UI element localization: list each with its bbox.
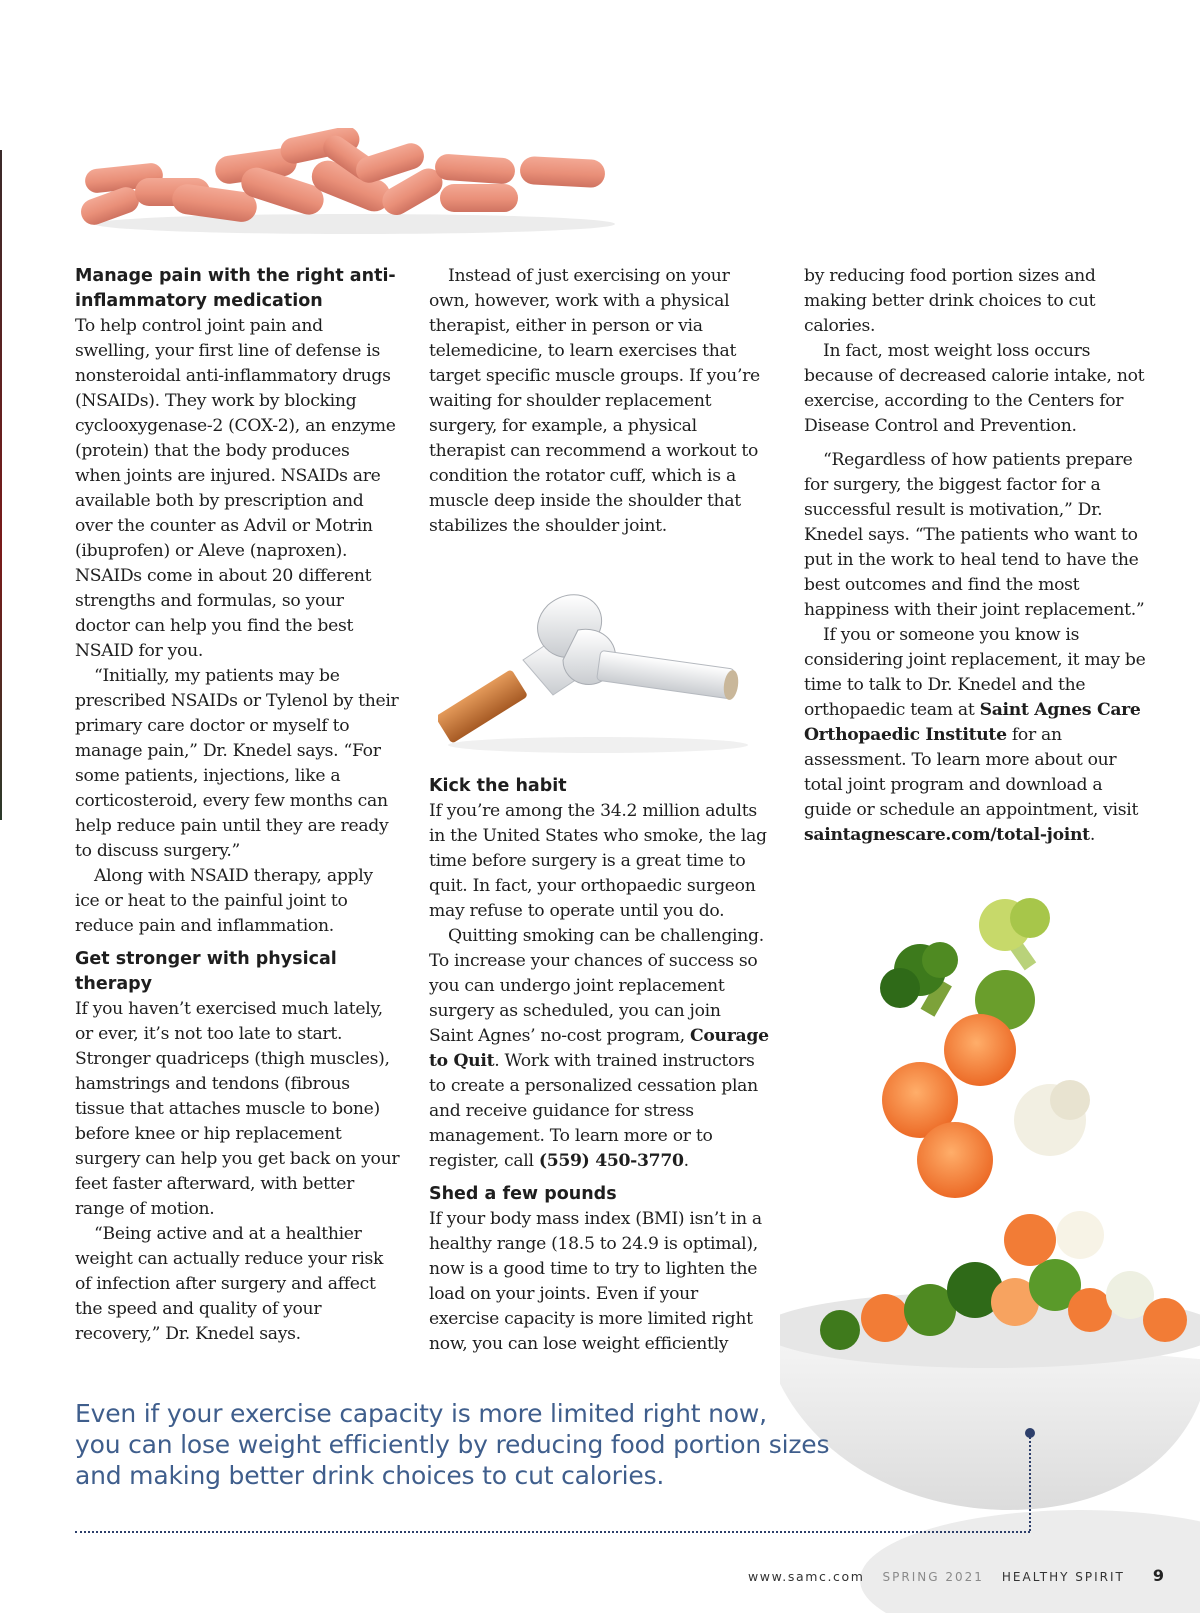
column-right <box>804 264 1149 848</box>
text-contact-mid: for an assessment. To learn more about our total joint program and download a guide or schedule an appointment, visit <box>804 725 1139 820</box>
paragraph-motivation: “Regardless of how patients prepare for surgery, the biggest factor for a successful result is motivation,” Dr. Knedel says. “The patients who want to put in the work to heal tend to have the best outcomes and find the most happiness with their joint replacement.” <box>804 450 1145 620</box>
heading-physical-therapy: Get stronger with physical therapy <box>75 949 337 994</box>
dotted-rule-vertical <box>1029 1434 1031 1531</box>
paragraph-nsaids: To help control joint pain and swelling, your first line of defense is nonsteroidal anti-inflammatory drugs (NSAIDs). They work by blocking cyclooxygenase-2 (COX-2), an enzyme (protein) that the body produces when joints are injured. NSAIDs are available both by prescription and over the counter as Advil or Motrin (ibuprofen) or Aleve (naproxen). NSAIDs come in about 20 different strengths and formulas, so your doctor can help you find the best NSAID for you. <box>75 316 396 661</box>
page-number: 9 <box>1152 1566 1164 1585</box>
tied-cigarette-image <box>438 585 758 760</box>
text-quitting-mid: . Work with trained instructors to create a personalized cessation plan and receive guidance for stress management. To learn more or to register, call <box>429 1051 758 1171</box>
program-name: Courage to Quit <box>429 1026 769 1071</box>
paragraph-contact <box>804 623 1149 848</box>
paragraph-bmi: If your body mass index (BMI) isn’t in a healthy range (18.5 to 24.9 is optimal), now is a good time to try to lighten the load on your joints. Even if your exercise capacity is more limited right now, you can lose weight efficiently <box>429 1209 762 1354</box>
heading-kick-habit: Kick the habit <box>429 776 567 796</box>
paragraph-being-active: “Being active and at a healthier weight can actually reduce your risk of infection after surgery and affect the speed and quality of your recovery,” Dr. Knedel says. <box>75 1224 384 1344</box>
paragraph-calorie-intake: In fact, most weight loss occurs because of decreased calorie intake, not exercise, according to the Centers for Disease Control and Prevention. <box>804 341 1145 436</box>
paragraph-quitting <box>429 924 769 1174</box>
phone-number: (559) 450-3770 <box>538 1151 684 1171</box>
pills-image <box>80 128 625 238</box>
column-middle-lower <box>429 774 769 1357</box>
page-edge-strip <box>0 150 2 820</box>
paragraph-portion-sizes: by reducing food portion sizes and making better drink choices to cut calories. <box>804 266 1096 336</box>
text-quitting-end: . <box>683 1151 689 1171</box>
paragraph-physical-therapist: Instead of just exercising on your own, however, work with a physical therapist, either in person or via telemedicine, to learn exercises that target specific muscle groups. If you’re waiting for shoulder replacement surgery, for example, a physical therapist can recommend a workout to condition the rotator cuff, which is a muscle deep inside the shoulder that stabilizes the shoulder joint. <box>429 266 760 536</box>
pull-quote <box>75 1398 855 1491</box>
heading-manage-pain: Manage pain with the right anti-inflammatory medication <box>75 266 396 311</box>
pull-quote-line-1: Even if your exercise capacity is more limited right now, <box>75 1399 767 1428</box>
pull-quote-line-3: and making better drink choices to cut calories. <box>75 1461 665 1490</box>
column-middle <box>429 264 769 539</box>
vegetable-bowl-image <box>780 890 1200 1613</box>
paragraph-exercise: If you haven’t exercised much lately, or ever, it’s not too late to start. Stronger quadriceps (thigh muscles), hamstrings and tendons (fibrous tissue that attaches muscle to bone) before knee or hip replacement surgery can help you get back on your feet faster afterward, with better range of motion. <box>75 999 400 1219</box>
website-link[interactable]: saintagnescare.com/total-joint <box>804 825 1090 845</box>
footer-website[interactable]: www.samc.com <box>747 1569 865 1584</box>
pull-quote-line-2: you can lose weight efficiently by reducing food portion sizes <box>75 1430 830 1459</box>
footer-season: SPRING 2021 <box>882 1570 984 1584</box>
heading-shed-pounds: Shed a few pounds <box>429 1184 617 1204</box>
footer-magazine: HEALTHY SPIRIT <box>1001 1570 1125 1584</box>
institute-name: Saint Agnes Care Orthopaedic Institute <box>804 700 1141 745</box>
paragraph-ice-heat: Along with NSAID therapy, apply ice or heat to the painful joint to reduce pain and inflammation. <box>75 866 373 936</box>
text-contact-start: If you or someone you know is considering joint replacement, it may be time to talk to Dr. Knedel and the orthopaedic team at <box>804 625 1146 720</box>
dotted-rule-horizontal <box>75 1531 1030 1533</box>
paragraph-smokers: If you’re among the 34.2 million adults in the United States who smoke, the lag time before surgery is a great time to quit. In fact, your orthopaedic surgeon may refuse to operate until you do. <box>429 801 767 921</box>
paragraph-initially: “Initially, my patients may be prescribed NSAIDs or Tylenol by their primary care doctor or myself to manage pain,” Dr. Knedel says. “For some patients, injections, like a corticosteroid, every few months can help reduce pain until they are ready to discuss surgery.” <box>75 666 399 861</box>
column-left <box>75 264 400 1347</box>
text-contact-end: . <box>1089 825 1095 845</box>
page-footer <box>748 1566 1164 1585</box>
text-quitting-start: Quitting smoking can be challenging. To increase your chances of success so you can undergo joint replacement surgery as scheduled, you can join Saint Agnes’ no-cost program, <box>429 926 764 1046</box>
